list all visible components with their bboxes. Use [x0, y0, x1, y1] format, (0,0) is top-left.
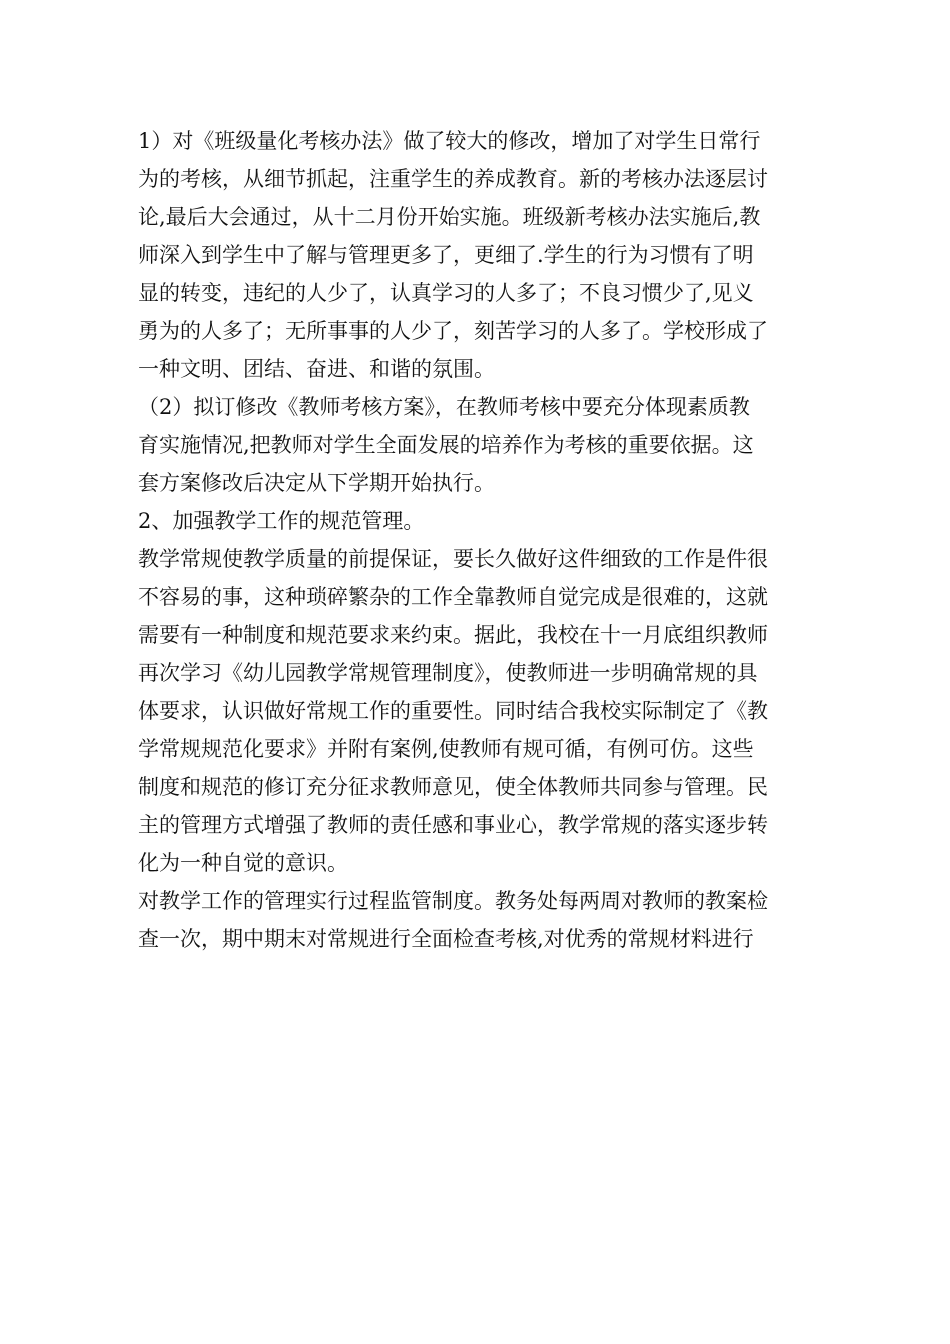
text-line: 体要求，认识做好常规工作的重要性。同时结合我校实际制定了《教	[138, 699, 768, 723]
text-line: 再次学习《幼儿园教学常规管理制度》，使教师进一步明确常规的具	[138, 661, 758, 685]
text-line: 一种文明、团结、奋进、和谐的氛围。	[138, 357, 495, 381]
text-line: 化为一种自觉的意识。	[138, 851, 348, 875]
text-line: 制度和规范的修订充分征求教师意见，使全体教师共同参与管理。民	[138, 775, 768, 799]
text-line: 教学常规使教学质量的前提保证，要长久做好这件细致的工作是件很	[138, 547, 768, 571]
text-line: 为的考核，从细节抓起，注重学生的养成教育。新的考核办法逐层讨	[138, 167, 768, 191]
text-line: 1）对《班级量化考核办法》做了较大的修改，增加了对学生日常行	[138, 129, 761, 153]
text-line: 对教学工作的管理实行过程监管制度。教务处每两周对教师的教案检	[138, 889, 768, 913]
text-line: 育实施情况,把教师对学生全面发展的培养作为考核的重要依据。这	[138, 433, 754, 457]
text-line: 不容易的事，这种琐碎繁杂的工作全靠教师自觉完成是很难的，这就	[138, 585, 768, 609]
document-body	[138, 122, 828, 958]
text-line: 勇为的人多了；无所事事的人少了，刻苦学习的人多了。学校形成了	[138, 319, 768, 343]
section-heading: 2、加强教学工作的规范管理。	[138, 509, 425, 533]
text-line: 主的管理方式增强了教师的责任感和事业心，教学常规的落实逐步转	[138, 813, 768, 837]
text-line: 论,最后大会通过，从十二月份开始实施。班级新考核办法实施后,教	[138, 205, 761, 229]
text-line: 套方案修改后决定从下学期开始执行。	[138, 471, 495, 495]
text-line: 学常规规范化要求》并附有案例,使教师有规可循，有例可仿。这些	[138, 737, 754, 761]
text-line: （2）拟订修改《教师考核方案》，在教师考核中要充分体现素质教	[138, 395, 750, 419]
text-line: 需要有一种制度和规范要求来约束。据此，我校在十一月底组织教师	[138, 623, 768, 647]
text-line: 师深入到学生中了解与管理更多了，更细了.学生的行为习惯有了明	[138, 243, 754, 267]
text-line: 查一次，期中期末对常规进行全面检查考核,对优秀的常规材料进行	[138, 927, 754, 951]
text-line: 显的转变，违纪的人少了，认真学习的人多了；不良习惯少了,见义	[138, 281, 754, 305]
